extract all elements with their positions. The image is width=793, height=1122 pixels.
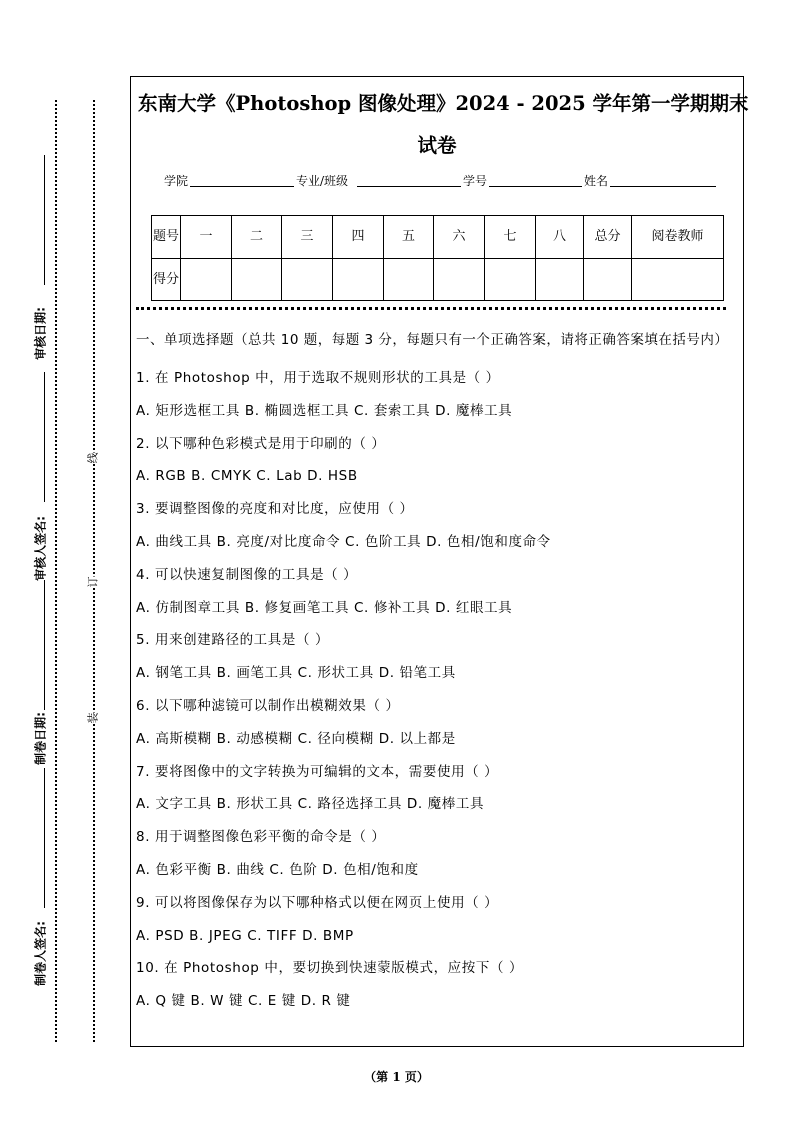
question-3-options: A. 曲线工具 B. 亮度/对比度命令 C. 色阶工具 D. 色相/饱和度命令 [136, 533, 551, 550]
question-8-options: A. 色彩平衡 B. 曲线 C. 色阶 D. 色相/饱和度 [136, 861, 419, 878]
section-title: 一、单项选择题（总共 10 题，每题 3 分，每题只有一个正确答案，请将正确答案填在括号内） [136, 332, 729, 348]
question-5-options: A. 钢笔工具 B. 画笔工具 C. 形状工具 D. 铅笔工具 [136, 665, 456, 682]
question-5: 5. 用来创建路径的工具是（ ） [136, 632, 330, 649]
question-1: 1. 在 Photoshop 中，用于选取不规则形状的工具是（ ） [136, 370, 500, 386]
side-underline-auditor [44, 372, 45, 502]
score-cell[interactable] [632, 258, 724, 301]
score-header-col-1: 一 [181, 216, 232, 259]
question-10-options: A. Q 键 B. W 键 C. E 键 D. R 键 [136, 993, 351, 1010]
question-6: 6. 以下哪种滤镜可以制作出模糊效果（ ） [136, 697, 400, 714]
score-header-col-7: 七 [485, 216, 536, 259]
question-7: 7. 要将图像中的文字转换为可编辑的文本，需要使用（ ） [136, 763, 499, 780]
side-label-auditor: 审核人签名: [33, 516, 48, 581]
info-blank-major[interactable] [357, 186, 461, 187]
binding-char-bind: 装 [83, 713, 103, 724]
left-dotted-line-inner [93, 100, 95, 1042]
score-header-col-5: 五 [384, 216, 434, 259]
info-blank-name[interactable] [610, 186, 716, 187]
score-cell[interactable] [232, 258, 282, 301]
side-underline-audit-date [44, 155, 45, 285]
question-2: 2. 以下哪种色彩模式是用于印刷的（ ） [136, 435, 386, 452]
score-header-grader: 阅卷教师 [632, 216, 724, 259]
score-table [151, 215, 724, 301]
score-cell[interactable] [584, 258, 632, 301]
question-9: 9. 可以将图像保存为以下哪种格式以便在网页上使用（ ） [136, 894, 499, 911]
side-underline-maker [44, 768, 45, 908]
question-9-options: A. PSD B. JPEG C. TIFF D. BMP [136, 927, 354, 944]
score-cell[interactable] [181, 258, 232, 301]
question-7-options: A. 文字工具 B. 形状工具 C. 路径选择工具 D. 魔棒工具 [136, 796, 485, 813]
question-4-options: A. 仿制图章工具 B. 修复画笔工具 C. 修补工具 D. 红眼工具 [136, 599, 513, 616]
page-number-footer: （第 1 页） [364, 1070, 429, 1084]
info-blank-student-id[interactable] [489, 186, 582, 187]
score-cell[interactable] [282, 258, 333, 301]
score-header-col-8: 八 [536, 216, 584, 259]
score-cell[interactable] [333, 258, 384, 301]
exam-title-line1: 东南大学《Photoshop 图像处理》2024 - 2025 学年第一学期期末 [138, 92, 749, 115]
score-cell[interactable] [485, 258, 536, 301]
question-1-options: A. 矩形选框工具 B. 椭圆选框工具 C. 套索工具 D. 魔棒工具 [136, 402, 513, 419]
score-table-header-row [152, 216, 724, 259]
side-label-maker: 制卷人签名: [33, 921, 48, 986]
side-label-audit-date: 审核日期: [33, 307, 48, 360]
question-section [136, 330, 738, 1018]
score-header-col-3: 三 [282, 216, 333, 259]
question-10: 10. 在 Photoshop 中，要切换到快速蒙版模式，应按下（ ） [136, 960, 524, 977]
score-header-col-4: 四 [333, 216, 384, 259]
info-blank-college[interactable] [190, 186, 294, 187]
side-label-make-date: 制卷日期: [33, 712, 48, 765]
info-label-student-id: 学号 [463, 174, 488, 188]
question-3: 3. 要调整图像的亮度和对比度，应使用（ ） [136, 501, 414, 518]
score-row-label: 得分 [152, 258, 181, 301]
binding-char-line: 线 [83, 453, 103, 464]
score-header-total: 总分 [584, 216, 632, 259]
score-cell[interactable] [434, 258, 485, 301]
info-label-name: 姓名 [584, 174, 609, 188]
score-cell[interactable] [536, 258, 584, 301]
info-label-college: 学院 [164, 174, 189, 188]
binding-char-order: 订 [83, 577, 103, 588]
score-table-value-row [152, 258, 724, 301]
dotted-separator [136, 307, 726, 310]
exam-title-line2: 试卷 [417, 134, 457, 157]
score-header-col-2: 二 [232, 216, 282, 259]
question-4: 4. 可以快速复制图像的工具是（ ） [136, 566, 358, 583]
question-6-options: A. 高斯模糊 B. 动感模糊 C. 径向模糊 D. 以上都是 [136, 730, 456, 747]
question-8: 8. 用于调整图像色彩平衡的命令是（ ） [136, 829, 386, 846]
score-header-col-6: 六 [434, 216, 485, 259]
score-header-label: 题号 [152, 216, 181, 259]
question-2-options: A. RGB B. CMYK C. Lab D. HSB [136, 468, 358, 485]
info-label-major: 专业/班级 [296, 174, 349, 188]
left-dotted-line-outer [55, 100, 57, 1042]
score-cell[interactable] [384, 258, 434, 301]
